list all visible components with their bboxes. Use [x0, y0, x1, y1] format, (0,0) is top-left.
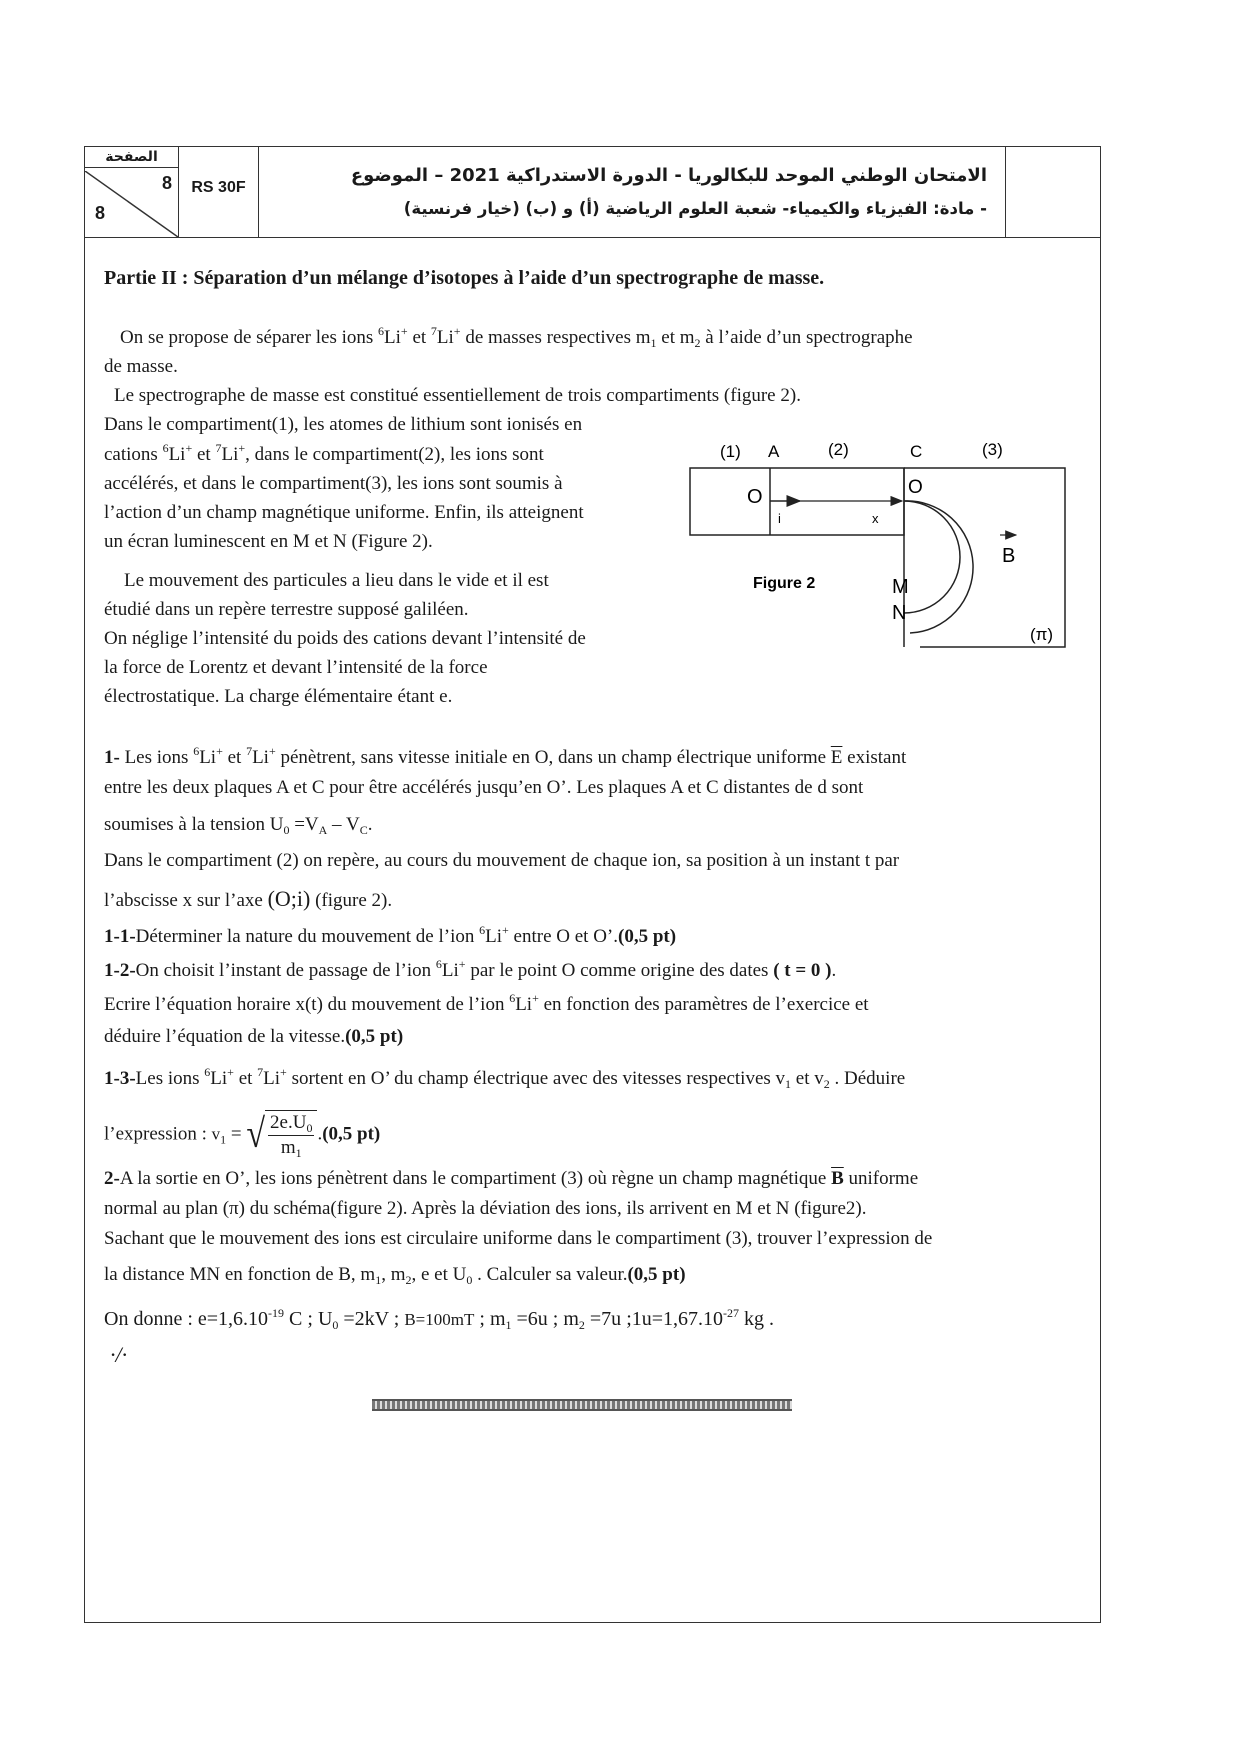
q1-1: 1-1-Déterminer la nature du mouvement de l’ion $^6$Li+ entre O et O’.(0,5 pt)	[104, 923, 677, 947]
fig-label-2: (2)	[828, 440, 849, 459]
q1-3-line-2: l’expression : $v_1$ = √ $\frac{2e.U_0}{m_1}$ .(0,5 pt)	[104, 1112, 381, 1160]
intro-line-7: l’action d’un champ magnétique uniforme. Enfin, ils atteignent	[104, 502, 584, 523]
exam-code: RS 30F	[191, 179, 246, 196]
intro-line-4: Dans le compartiment(1), les atomes de lithium sont ionisés en	[104, 414, 583, 435]
fig-label-B: B	[1002, 545, 1016, 567]
fig-label-N: N	[892, 602, 907, 624]
intro-line-1: On se propose de séparer les ions $^6$Li+ et $^7$Li+ de masses respectives $m_1$ et $m_2$ à l’aide d’un spectrographe	[120, 324, 913, 350]
intro-line-9: Le mouvement des particules a lieu dans le vide et il est	[124, 570, 549, 591]
page-current: 8	[161, 173, 172, 193]
intro-line-13: électrostatique. La charge élémentaire étant e.	[104, 686, 453, 707]
intro-line-12: la force de Lorentz et devant l’intensité de la force	[104, 657, 488, 678]
fig-caption: Figure 2	[753, 575, 816, 592]
fig-compartment-3	[904, 468, 1065, 647]
fig-label-M: M	[892, 576, 909, 598]
q1-line-5: l’abscisse x sur l’axe (O;i) (figure 2).	[104, 886, 393, 911]
fig-label-A: A	[768, 442, 780, 461]
exam-title-line1: الامتحان الوطني الموحد للبكالوريا - الدورة الاستدراكية 2021 – الموضوع	[350, 165, 987, 186]
intro-line-6: accélérés, et dans le compartiment(3), les ions sont soumis à	[104, 473, 563, 494]
fig-label-C: C	[910, 442, 923, 461]
intro-line-10: étudié dans un repère terrestre supposé galiléen.	[104, 599, 469, 620]
fig-label-pi: (π)	[1030, 625, 1054, 644]
q1-3-line-1: 1-3-Les ions $^6$Li+ et $^7$Li+ sortent en O’ du champ électrique avec des vitesses respectives $v_1$ et $v_2$ . Déduire	[104, 1065, 906, 1091]
velocity-formula: √ $\frac{2e.U_0}{m_1}$	[246, 1110, 317, 1160]
intro-line-5: cations $^6$Li+ et $^7$Li+, dans le compartiment(2), les ions sont	[104, 441, 544, 465]
intro-line-8: un écran luminescent en M et N (Figure 2).	[104, 531, 433, 552]
q1-2-line-3: déduire l’équation de la vitesse.(0,5 pt)	[104, 1026, 404, 1047]
q2-line-1: 2-A la sortie en O’, les ions pénètrent dans le compartiment (3) où règne un champ magnétique $\overline{B}$ uniforme	[104, 1168, 919, 1189]
fig-label-1: (1)	[720, 442, 741, 461]
given-data-line: On donne : $e=1,6.10^{-19}$ C ; $U_0 =2kV$ ; B=100mT ; $m_1 =6u$ ; $m_2 =7u$ $;1u=1,67.10^{-27}$ kg .	[104, 1306, 775, 1332]
intro-line-3: Le spectrographe de masse est constitué essentiellement de trois compartiments (figure 2).	[114, 385, 801, 406]
intro-line-2: de masse.	[104, 356, 178, 377]
exam-title-cell	[259, 147, 1006, 237]
q1-2-line-1: 1-2-On choisit l’instant de passage de l’ion $^6$Li+ par le point O comme origine des dates ( t = 0 ).	[104, 957, 837, 981]
end-separator	[372, 1399, 792, 1411]
q1-line-1: 1- Les ions $^6$Li+ et $^7$Li+ pénètrent, sans vitesse initiale en O, dans un champ électrique uniforme $\overline{E}$ existant	[104, 744, 907, 768]
fig-label-3: (3)	[982, 440, 1003, 459]
q2-line-2: normal au plan (π) du schéma(figure 2). Après la déviation des ions, ils arrivent en M et N (figure2).	[104, 1198, 867, 1219]
part-title: Partie II : Séparation d’un mélange d’isotopes à l’aide d’un spectrographe de masse.	[104, 267, 825, 289]
fig-label-x: x	[872, 511, 879, 526]
fig-label-Oprime: O	[908, 477, 923, 498]
exam-code-cell	[179, 147, 259, 237]
end-mark: ·/·	[110, 1342, 128, 1367]
q1-2-line-2: Ecrire l’équation horaire x(t) du mouvement de l’ion $^6$Li+ en fonction des paramètres de l’exercice et	[104, 991, 869, 1015]
q2-line-3: Sachant que le mouvement des ions est circulaire uniforme dans le compartiment (3), trouver l’expression de	[104, 1228, 933, 1249]
q2-line-4: la distance MN en fonction de B, $m_1$, $m_2$, e et $U_0$ . Calculer sa valeur.(0,5 pt)	[104, 1264, 686, 1287]
spectrograph-figure	[680, 435, 1085, 660]
header-blank-cell	[1006, 147, 1100, 237]
exam-header	[84, 146, 1101, 238]
fig-trajectory-7Li	[904, 501, 973, 633]
q1-line-2: entre les deux plaques A et C pour être accélérés jusqu’en O’. Les plaques A et C distantes de d sont	[104, 777, 864, 798]
intro-line-11: On néglige l’intensité du poids des cations devant l’intensité de	[104, 628, 586, 649]
fig-label-i: i	[778, 511, 781, 526]
q1-line-3: soumises à la tension $U_0 =V_A - V_C$.	[104, 814, 373, 837]
fig-label-O: O	[747, 486, 763, 508]
q1-line-4: Dans le compartiment (2) on repère, au cours du mouvement de chaque ion, sa position à un instant t par	[104, 850, 900, 871]
page-total: 8	[95, 203, 106, 223]
page-number-cell	[85, 147, 179, 237]
page-word: الصفحة	[85, 149, 178, 168]
exam-title-line2: - مادة: الفيزياء والكيمياء- شعبة العلوم الرياضية (أ) و (ب) (خيار فرنسية)	[403, 199, 987, 218]
